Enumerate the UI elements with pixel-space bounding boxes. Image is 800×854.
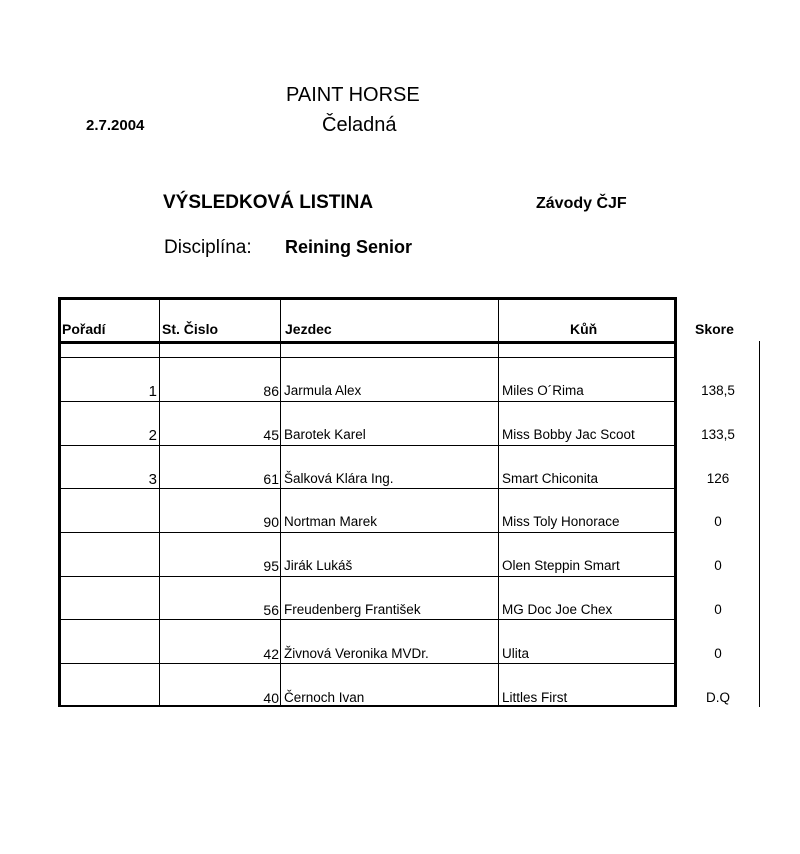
table-top-border (58, 297, 677, 300)
column-header-place: Pořadí (62, 321, 106, 337)
cell-rider: Jirák Lukáš (284, 558, 353, 573)
table-left-border (58, 297, 61, 707)
cell-horse: Ulita (502, 646, 530, 661)
column-divider (498, 297, 499, 707)
cell-start-number: 61 (263, 471, 279, 487)
cell-score: 0 (714, 646, 722, 661)
row-divider (60, 401, 675, 402)
cell-rider: Jarmula Alex (284, 383, 362, 398)
event-date: 2.7.2004 (86, 117, 145, 134)
cell-start-number: 95 (263, 558, 279, 574)
event-title: PAINT HORSE (286, 84, 420, 106)
discipline-label: Disciplína: (164, 237, 252, 258)
cell-start-number: 42 (263, 646, 279, 662)
row-divider (60, 619, 675, 620)
row-divider (60, 532, 675, 533)
competition-name: Závody ČJF (536, 195, 627, 212)
cell-rider: Nortman Marek (284, 514, 378, 529)
cell-place: 1 (148, 383, 157, 400)
cell-score: 126 (706, 471, 730, 486)
cell-horse: Miles O´Rima (502, 383, 584, 398)
cell-horse: Smart Chiconita (502, 471, 599, 486)
cell-horse: Littles First (502, 690, 568, 705)
event-place: Čeladná (322, 114, 397, 136)
row-divider (60, 663, 675, 664)
cell-start-number: 90 (263, 514, 279, 530)
cell-start-number: 45 (263, 427, 279, 443)
cell-start-number: 86 (263, 383, 279, 399)
cell-score: 138,5 (701, 383, 735, 398)
row-divider (60, 488, 675, 489)
cell-rider: Barotek Karel (284, 427, 366, 442)
score-column-border (759, 341, 760, 707)
cell-score: 0 (714, 602, 722, 617)
document-title: VÝSLEDKOVÁ LISTINA (163, 192, 374, 213)
column-divider (280, 297, 281, 707)
cell-score: D.Q (705, 690, 730, 705)
row-divider (60, 445, 675, 446)
cell-horse: Miss Toly Honorace (502, 514, 620, 529)
table-bottom-border (58, 705, 677, 707)
row-divider (60, 576, 675, 577)
cell-horse: Miss Bobby Jac Scoot (502, 427, 635, 442)
cell-rider: Freudenberg František (284, 602, 421, 617)
column-header-score: Skore (695, 321, 734, 337)
cell-start-number: 56 (263, 602, 279, 618)
cell-score: 133,5 (701, 427, 735, 442)
row-divider (60, 357, 675, 358)
cell-rider: Černoch Ivan (284, 690, 365, 705)
cell-place: 3 (148, 471, 157, 488)
cell-score: 0 (714, 514, 722, 529)
column-divider (159, 297, 160, 707)
header-bottom-border (58, 341, 677, 344)
cell-horse: Olen Steppin Smart (502, 558, 620, 573)
cell-score: 0 (714, 558, 722, 573)
cell-rider: Živnová Veronika MVDr. (284, 646, 429, 661)
column-header-horse: Kůň (570, 321, 598, 337)
column-header-rider: Jezdec (285, 321, 332, 337)
cell-place: 2 (148, 427, 157, 444)
column-header-start-number: St. Čislo (162, 321, 219, 337)
cell-rider: Šalková Klára Ing. (284, 471, 394, 486)
cell-horse: MG Doc Joe Chex (502, 602, 613, 617)
discipline-value: Reining Senior (285, 237, 413, 257)
cell-start-number: 40 (263, 690, 279, 706)
